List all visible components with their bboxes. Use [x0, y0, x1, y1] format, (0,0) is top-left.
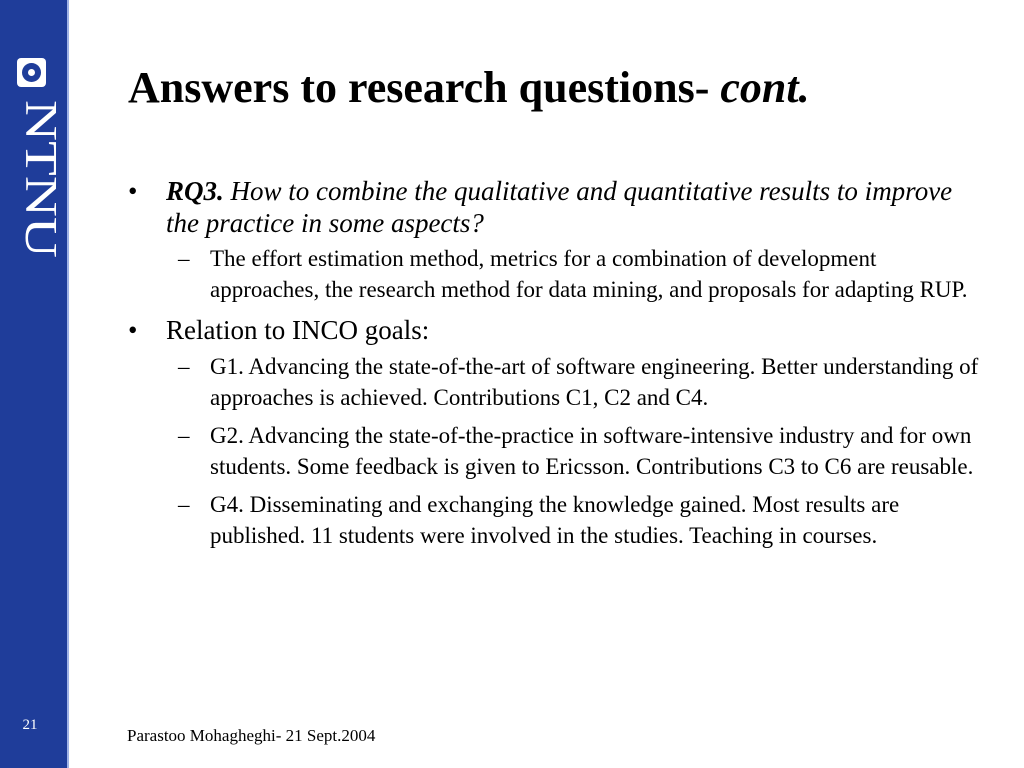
rq3-label: RQ3.	[166, 176, 224, 206]
bullet-icon: •	[128, 315, 138, 345]
bullet-rq3	[128, 175, 988, 239]
sub-bullet-text: G1. Advancing the state-of-the-art of software engineering. Better understanding of approaches is achieved. Contributions C1, C2 and C4.	[210, 354, 979, 410]
sub-bullet-g4	[128, 489, 988, 551]
sub-bullet-rq3-answer	[128, 243, 988, 305]
dash-icon: –	[178, 492, 190, 517]
sub-bullet-g1	[128, 351, 988, 413]
sub-bullet-text: G2. Advancing the state-of-the-practice in software-intensive industry and for own students. Some feedback is given to Ericsson. Contributions C3 to C6 are reusable.	[210, 423, 974, 479]
dash-icon: –	[178, 246, 190, 271]
ntnu-logo-icon	[17, 58, 46, 87]
ntnu-wordmark	[8, 94, 66, 264]
sidebar	[0, 0, 69, 768]
slide-title-emphasis: cont.	[720, 63, 810, 112]
bullet-text: Relation to INCO goals:	[166, 315, 430, 345]
sub-bullet-g2	[128, 420, 988, 482]
bullet-inco-goals	[128, 314, 988, 346]
slide-title	[128, 62, 810, 114]
slide-content	[128, 175, 988, 551]
slide-title-main: Answers to research questions-	[128, 63, 721, 112]
dash-icon: –	[178, 423, 190, 448]
svg-text:NTNU: NTNU	[16, 100, 66, 225]
dash-icon: –	[178, 354, 190, 379]
sub-bullet-text: G4. Disseminating and exchanging the knowledge gained. Most results are published. 11 students were involved in the studies. Teaching in courses.	[210, 492, 900, 548]
sub-bullet-text: The effort estimation method, metrics for a combination of development approaches, the research method for data mining, and proposals for adapting RUP.	[210, 246, 968, 302]
sidebar-divider	[67, 0, 69, 768]
rq3-question: How to combine the qualitative and quantitative results to improve the practice in some aspects?	[166, 176, 953, 238]
footer-author-date: Parastoo Mohagheghi- 21 Sept.2004	[127, 726, 376, 745]
slide-number: 21	[22, 717, 38, 733]
bullet-icon: •	[128, 176, 138, 206]
